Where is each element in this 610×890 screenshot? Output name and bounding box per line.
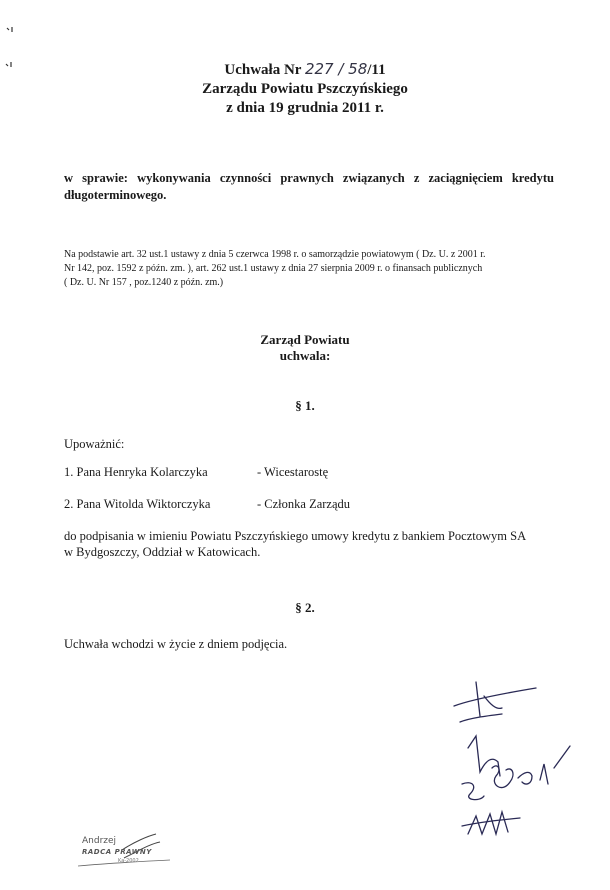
authorize-intro: Upoważnić: xyxy=(64,437,125,451)
stamp-title: RADCA PRAWNY xyxy=(82,848,152,856)
legal-basis xyxy=(64,248,554,290)
resolution-subject: w sprawie: wykonywania czynności prawnych związanych z zaciągnięciem kredytu długoterminowego. xyxy=(64,171,554,202)
resolution-number-prefix: Uchwała Nr xyxy=(224,62,302,78)
person-function: - Członka Zarządu xyxy=(257,497,351,511)
resolving-body xyxy=(0,332,610,364)
legal-basis-line-3: ( Dz. U. Nr 157 , poz.1240 z późn. zm.) xyxy=(64,277,224,288)
authorization-purpose xyxy=(64,528,554,560)
stamp-name: Andrzej xyxy=(82,836,117,846)
issuing-body: Zarządu Powiatu Pszczyńskiego xyxy=(202,81,408,97)
authorization-purpose-line-2: w Bydgoszczy, Oddział w Katowicach. xyxy=(64,545,261,559)
resolution-header xyxy=(0,60,610,118)
section-1-heading: § 1. xyxy=(295,398,315,413)
authorization-purpose-line-1: do podpisania w imieniu Powiatu Pszczyńskiego umowy kredytu z bankiem Pocztowym SA xyxy=(64,529,527,543)
person-name: 1. Pana Henryka Kolarczyka xyxy=(64,465,208,479)
stamp-code: Ka-2002 xyxy=(118,858,139,864)
resolution-date: z dnia 19 grudnia 2011 r. xyxy=(226,100,384,116)
section-2-heading: § 2. xyxy=(295,600,315,615)
authorized-person-1 xyxy=(64,464,544,480)
person-name: 2. Pana Witolda Wiktorczyka xyxy=(64,497,211,511)
authorized-person-2 xyxy=(64,496,544,512)
resolving-body-line-2: uchwala: xyxy=(279,348,331,363)
resolution-number-suffix: /11 xyxy=(367,62,386,78)
legal-counsel-stamp xyxy=(70,832,190,882)
handwritten-signatures xyxy=(440,676,580,856)
resolving-body-line-1: Zarząd Powiatu xyxy=(260,332,350,347)
person-function: - Wicestarostę xyxy=(257,465,329,479)
resolution-number-handwritten: 227 / 58 xyxy=(304,60,368,78)
resolution-number-line xyxy=(0,60,610,80)
entry-into-force: Uchwała wchodzi w życie z dniem podjęcia. xyxy=(64,637,288,651)
legal-basis-line-1: Na podstawie art. 32 ust.1 ustawy z dnia 5 czerwca 1998 r. o samorządzie powiatowym ( Dz. U. z 2001 r. xyxy=(64,249,486,260)
legal-basis-line-2: Nr 142, poz. 1592 z późn. zm. ), art. 262 ust.1 ustawy z dnia 27 sierpnia 2009 r. o finansach publicznych xyxy=(64,263,483,274)
